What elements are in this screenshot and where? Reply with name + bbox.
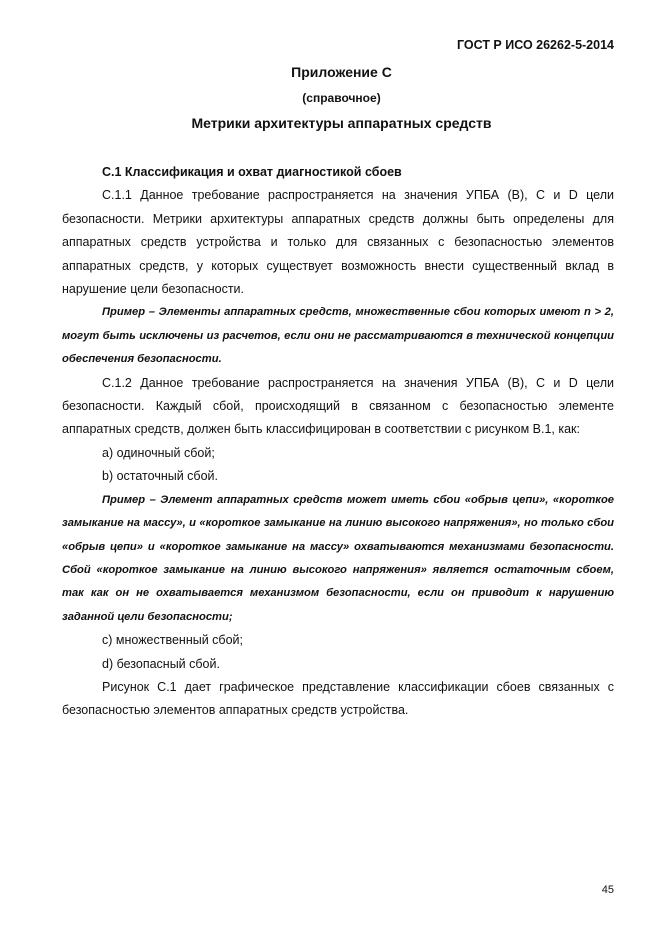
section-title: С.1 Классификация и охват диагностикой сбоев [102, 165, 402, 179]
paragraph-figure-ref: Рисунок С.1 дает графическое представление классификации сбоев связанных с безопасностью элементов аппаратных средств устройства. [62, 679, 614, 718]
list-item: a) одиночный сбой; [102, 445, 215, 460]
document-body [62, 161, 614, 723]
list-item: d) безопасный сбой. [102, 656, 220, 671]
paragraph-c11: С.1.1 Данное требование распространяется на значения УПБА (В), С и D цели безопасности. Метрики архитектуры аппаратных средств должны быть определены для аппаратных средств устройства и только для связанных с безопасностью элементов аппаратных средств, у которых существует возможность внести существенный вклад в нарушение цели безопасности. [62, 188, 614, 297]
appendix-title: Приложение С [291, 64, 392, 80]
list-item: b) остаточный сбой. [102, 469, 218, 484]
appendix-subtitle: (справочное) [302, 91, 381, 105]
paragraph-c12: С.1.2 Данное требование распространяется на значения УПБА (В), С и D цели безопасности. Каждый сбой, происходящий в связанном с безопасностью элементе аппаратных средств, должен быть классифицирован в соответствии с рисунком В.1, как: [62, 375, 614, 437]
appendix-heading: Метрики архитектуры аппаратных средств [191, 115, 492, 131]
list-item: с) множественный сбой; [102, 633, 243, 648]
standard-identifier: ГОСТ Р ИСО 26262-5-2014 [456, 38, 614, 52]
page-number: 45 [601, 884, 614, 896]
example-note-1: Пример – Элементы аппаратных средств, множественные сбои которых имеют n > 2, могут быть исключены из расчетов, если они не рассматриваются в технической концепции обеспечения безопасности. [62, 306, 614, 366]
example-note-2: Пример – Элемент аппаратных средств может иметь сбои «обрыв цепи», «короткое замыкание на массу», и «короткое замыкание на линию высокого напряжения», но только сбои «обрыв цепи» и «короткое замыкание на массу» охватываются механизмами безопасности. Сбой «короткое замыкание на линию высокого напряжения» является остаточным сбоем, так как он не охватывается механизмом безопасности, если он приводит к нарушению заданной цели безопасности; [62, 493, 614, 623]
